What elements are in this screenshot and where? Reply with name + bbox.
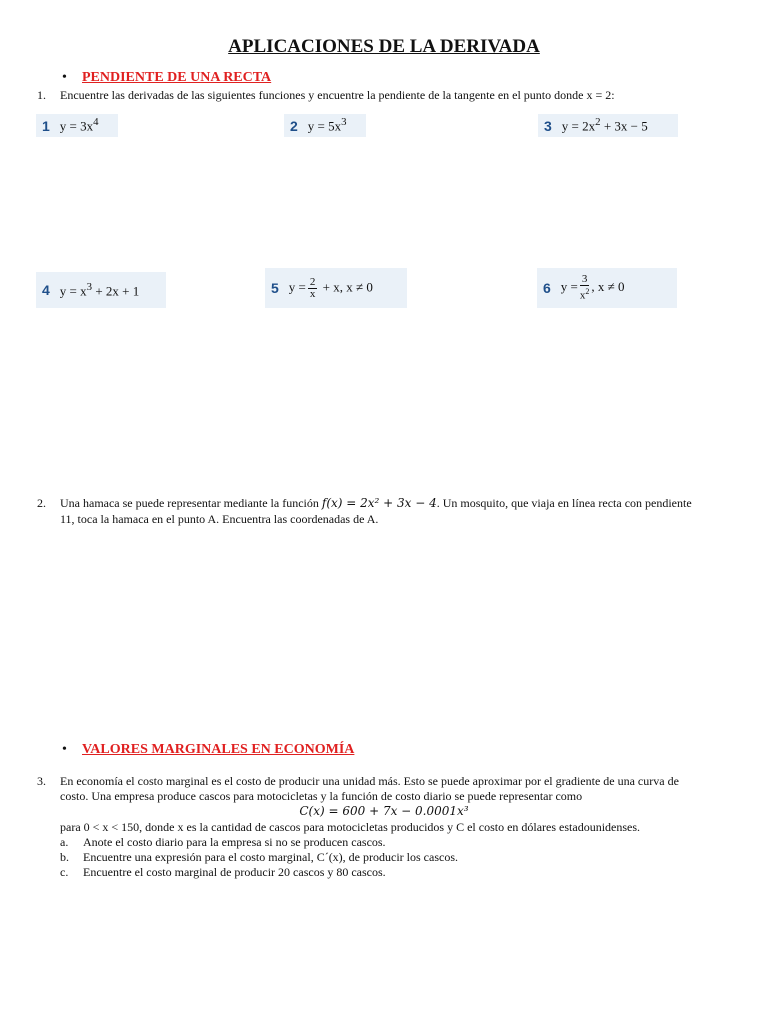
function-equation: $y = 2x^2 + 3x - 5$: [561, 116, 648, 134]
q1-text: Encuentre las derivadas de las siguientes funciones y encuentre la pendiente de la tangente en el punto donde x = 2:: [60, 88, 615, 102]
q3-number: 3.: [37, 774, 46, 788]
q2-number: 2.: [37, 496, 46, 510]
function-box-6: [537, 268, 677, 308]
function-equation: y = $\frac{2}{x}$ + x, x ≠ 0: [288, 275, 373, 300]
section2-heading: VALORES MARGINALES EN ECONOMÍA: [82, 742, 355, 757]
q2-line1: Una hamaca se puede representar mediante la función f(x) = 2x² + 3x − 4. Un mosquito, que viaja en línea recta con pendiente: [60, 496, 692, 510]
function-equation: $y = 3x^4$: [59, 116, 99, 134]
function-box-1: [36, 114, 118, 137]
q3-item-b-label: b.: [60, 850, 69, 864]
q3-item-b-text: Encuentre una expresión para el costo marginal, C´(x), de producir los cascos.: [83, 850, 458, 864]
q2-line2: 11, toca la hamaca en el punto A. Encuentra las coordenadas de A.: [60, 512, 379, 526]
section1-bullet: •: [62, 70, 67, 85]
q3-line2: costo. Una empresa produce cascos para motocicletas y la función de costo diario se puede representar como: [60, 789, 583, 803]
section1-heading: PENDIENTE DE UNA RECTA: [82, 70, 272, 85]
function-number: 5: [271, 280, 279, 296]
function-equation: $y = 5x^3$: [307, 116, 347, 134]
q3-item-a-text: Anote el costo diario para la empresa si no se producen cascos.: [83, 835, 386, 849]
q3-item-c-text: Encuentre el costo marginal de producir 20 cascos y 80 cascos.: [83, 865, 386, 879]
function-number: 4: [42, 282, 50, 298]
function-number: 2: [290, 117, 298, 134]
q3-item-c-label: c.: [60, 865, 69, 879]
function-box-5: [265, 268, 407, 308]
q3-formula: C(x) = 600 + 7x − 0.0001x³: [299, 804, 469, 818]
q3-line1: En economía el costo marginal es el costo de producir una unidad más. Esto se puede aproximar por el gradiente de una curva de: [60, 774, 679, 788]
q2-function: f(x) = 2x² + 3x − 4: [321, 496, 437, 510]
function-box-3: [538, 114, 678, 137]
function-number: 1: [42, 117, 50, 134]
function-number: 6: [543, 280, 551, 296]
function-equation: $y = x^3 + 2x + 1$: [59, 280, 140, 299]
function-equation: y = $\frac{3}{x^2}$ , x ≠ 0: [560, 273, 625, 302]
function-box-4: [36, 272, 166, 308]
q1-number: 1.: [37, 88, 46, 102]
function-box-2: [284, 114, 366, 137]
q3-item-a-label: a.: [60, 835, 69, 849]
q3-line3: para 0 < x < 150, donde x es la cantidad de cascos para motocicletas producidos y C el costo en dólares estadounidenses.: [60, 820, 641, 834]
function-number: 3: [544, 117, 552, 134]
section2-bullet: •: [62, 742, 67, 757]
page-title: APLICACIONES DE LA DERIVADA: [228, 36, 540, 57]
